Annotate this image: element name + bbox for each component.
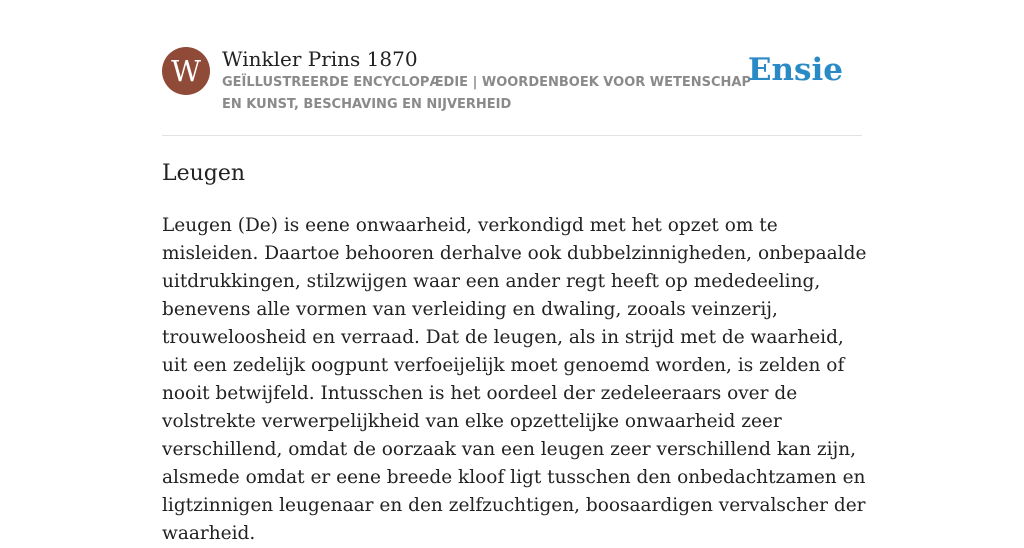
header-divider xyxy=(162,135,862,136)
ensie-logo-link[interactable]: Ensie xyxy=(747,52,843,88)
source-header xyxy=(162,46,862,118)
source-subtitle: GEÏLLUSTREERDE ENCYCLOPÆDIE | WOORDENBOEK VOOR WETENSCHAP EN KUNST, BESCHAVING EN NIJVERHEID xyxy=(222,75,751,112)
source-avatar: W xyxy=(162,47,210,95)
source-title[interactable]: Winkler Prins 1870 xyxy=(222,47,418,71)
article-title: Leugen xyxy=(162,161,246,186)
article-body: Leugen (De) is eene onwaarheid, verkondigd met het opzet om te misleiden. Daartoe behooren derhalve ook dubbelzinnigheden, onbepaalde uitdrukkingen, stilzwijgen waar een ander regt heeft op mededeeling, benevens alle vormen van verleiding en dwaling, zooals veinzerij, trouweloosheid en verraad. Dat de leugen, als in strijd met de waarheid, uit een zedelijk oogpunt verfoeijelijk moet genoemd worden, is zelden of nooit betwijfeld. Intusschen is het oordeel der zedeleeraars over de volstrekte verwerpelijkheid van elke opzettelijke onwaarheid zeer verschillend, omdat de oorzaak van een leugen zeer verschillend kan zijn, alsmede omdat er eene breede kloof ligt tusschen den onbedachtzamen en ligtzinnigen leugenaar en den zelfzuchtigen, boosaardigen vervalscher der waarheid. xyxy=(162,215,867,544)
